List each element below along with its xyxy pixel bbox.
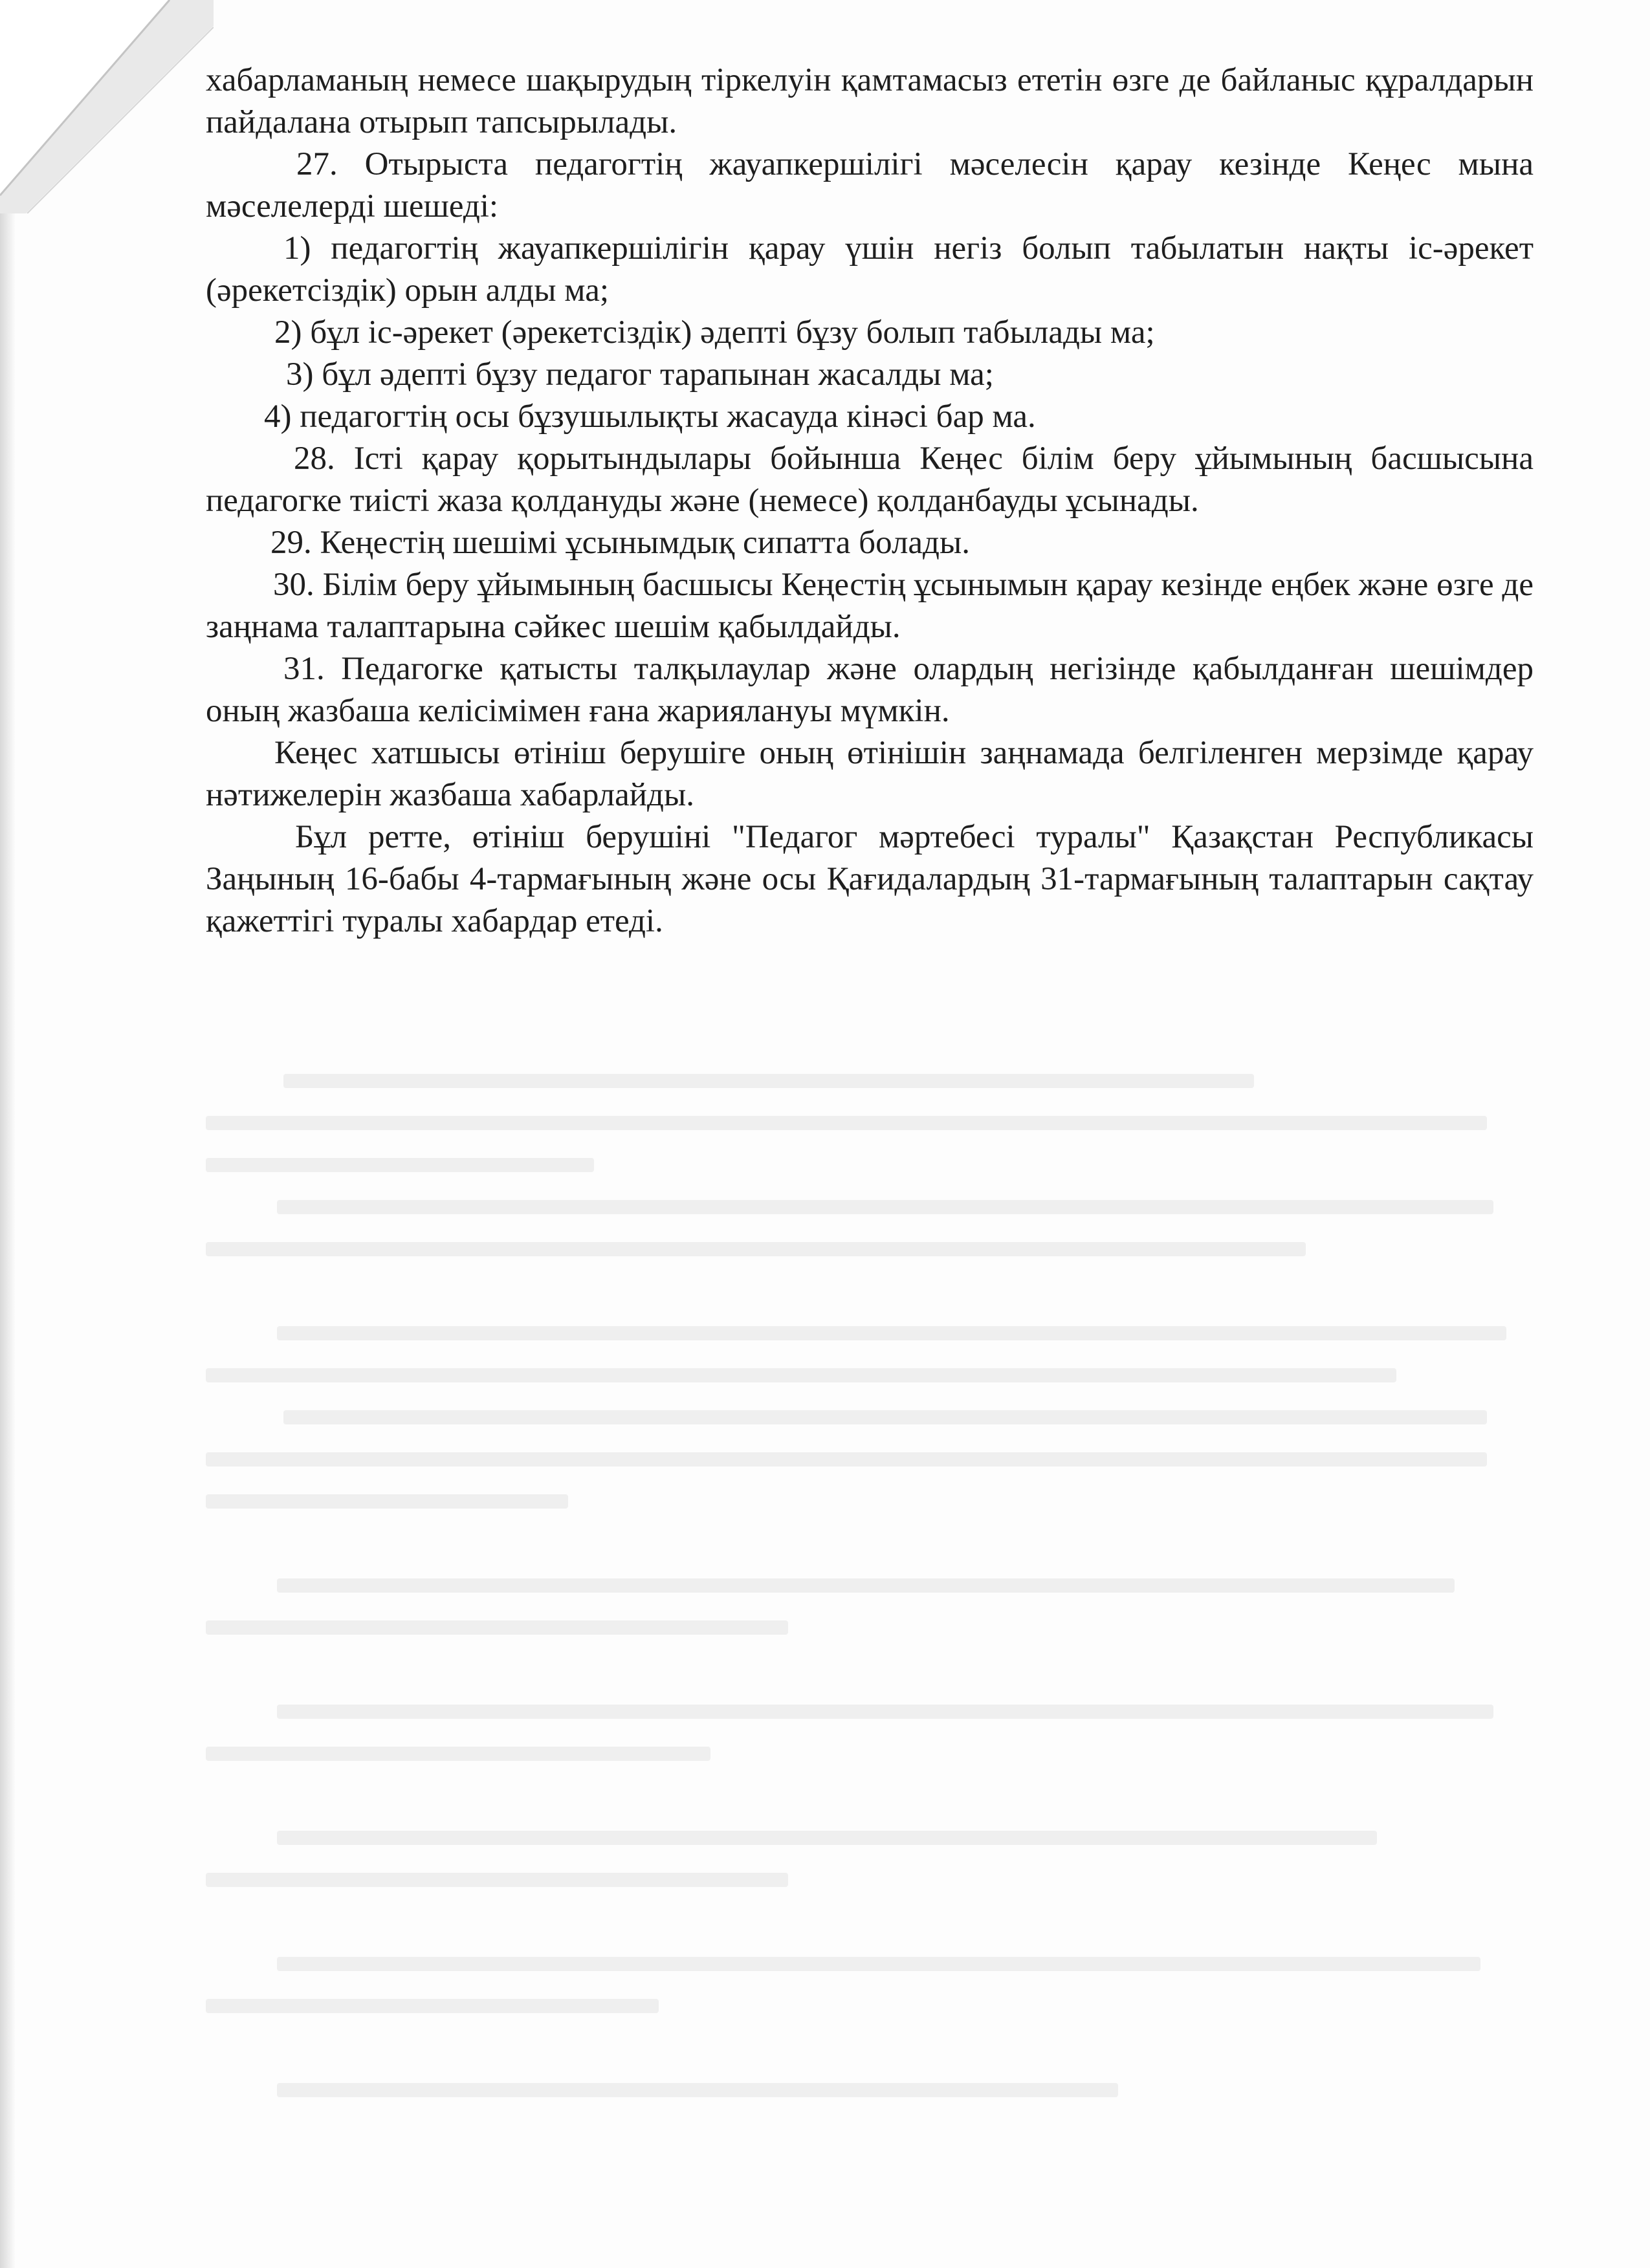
paragraph-30: 30. Білім беру ұйымының басшысы Кеңестің ұсынымын қарау кезінде еңбек және өзге де заңнама талаптарына сәйкес шешім қабылдайды.	[206, 567, 1534, 645]
paragraph-27: 27. Отырыста педагогтің жауапкершілігі мәселесін қарау кезінде Кеңес мына мәселелерді шешеді:	[206, 146, 1534, 224]
list-item-2: 2) бұл іс-әрекет (әрекетсіздік) әдепті бұзу болып табылады ма;	[274, 314, 1155, 351]
bleed-line	[277, 1705, 1493, 1719]
bleed-line	[206, 1873, 788, 1887]
scan-edge-shadow	[0, 0, 16, 2268]
bleed-line	[206, 1116, 1487, 1130]
list-item-4: 4) педагогтің осы бұзушылықты жасауда кінәсі бар ма.	[264, 398, 1036, 435]
paragraph-31: 31. Педагогке қатысты талқылаулар және олардың негізінде қабылданған шешімдер оның жазбаша келісімімен ғана жариялануы мүмкін.	[206, 651, 1534, 729]
bleed-line	[206, 1452, 1487, 1467]
bleed-line	[206, 1747, 710, 1761]
paragraph-secretary-notice: Кеңес хатшысы өтініш берушіге оның өтінішін заңнамада белгіленген мерзімде қарау нәтижелерін жазбаша хабарлайды.	[206, 735, 1534, 813]
bleed-line	[206, 1368, 1396, 1382]
bleed-line	[283, 1074, 1254, 1088]
document-body	[206, 60, 1534, 943]
paragraph-continuation: хабарламаның немесе шақырудың тіркелуін қамтамасыз ететін өзге де байланыс құралдарын пайдалана отырып тапсырылады.	[206, 62, 1534, 140]
folded-corner-icon	[0, 0, 214, 213]
list-item-3: 3) бұл әдепті бұзу педагог тарапынан жасалды ма;	[286, 356, 994, 393]
list-item-1: 1) педагогтің жауапкершілігін қарау үшін негіз болып табылатын нақты іс-әрекет (әрекетсіздік) орын алды ма;	[206, 230, 1534, 309]
bleed-line	[277, 1326, 1506, 1340]
bleed-line	[277, 1831, 1377, 1845]
bleed-line	[277, 1200, 1493, 1214]
bleed-line	[206, 1158, 594, 1172]
bleed-line	[277, 1957, 1480, 1971]
bleed-line	[206, 1494, 568, 1509]
bleed-line	[206, 1242, 1306, 1256]
bleed-line	[277, 2083, 1118, 2097]
bleed-line	[283, 1410, 1487, 1424]
paragraph-28: 28. Істі қарау қорытындылары бойынша Кеңес білім беру ұйымының басшысына педагогке тиісті жаза қолдануды және (немесе) қолданбауды ұсынады.	[206, 441, 1534, 519]
bleed-line	[206, 1999, 659, 2013]
bleed-line	[206, 1620, 788, 1635]
paragraph-applicant-notice: Бұл ретте, өтініш берушіні "Педагог мәртебесі туралы" Қазақстан Республикасы Заңының 16-бабы 4-тармағының және осы Қағидалардың 31-тармағының талаптарын сақтау қажеттігі туралы хабардар етеді.	[206, 819, 1534, 939]
reverse-side-bleed-through	[206, 1061, 1534, 2161]
bleed-line	[277, 1578, 1455, 1593]
paragraph-29: 29. Кеңестің шешімі ұсынымдық сипатта болады.	[270, 525, 971, 561]
